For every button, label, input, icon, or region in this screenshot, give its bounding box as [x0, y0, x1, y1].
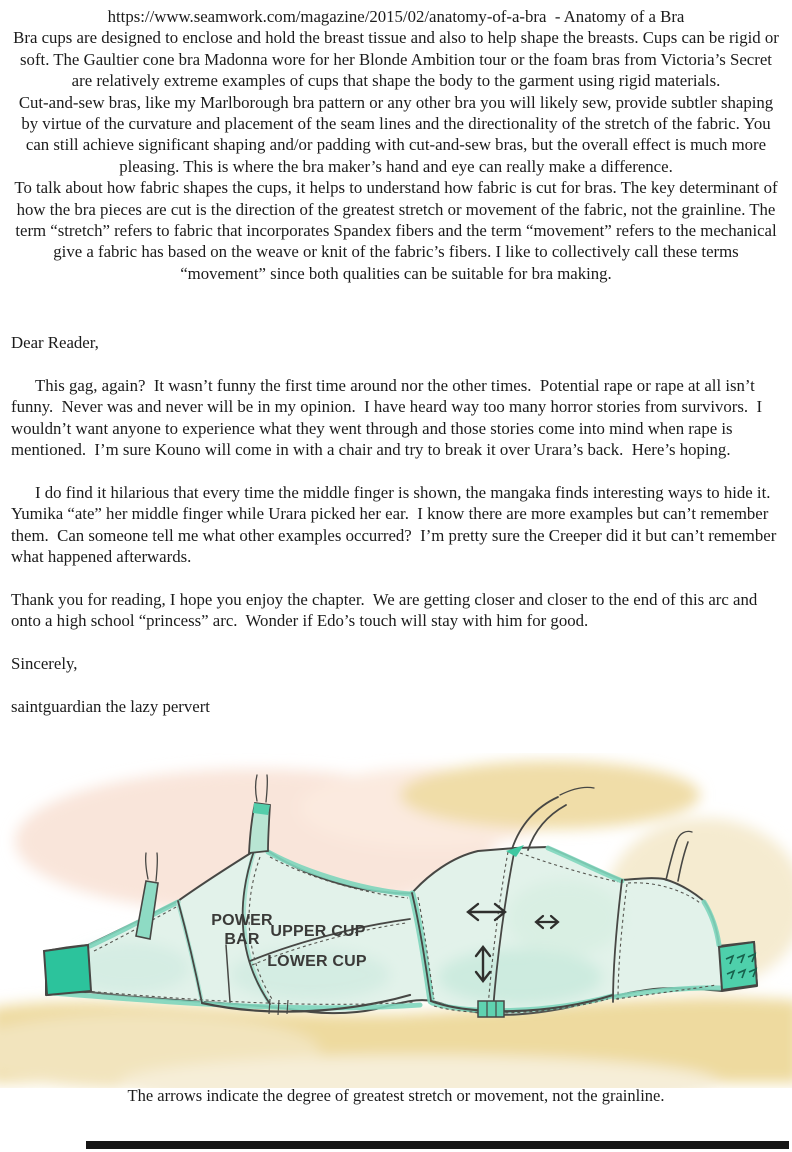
letter-closing: Sincerely,: [11, 654, 78, 674]
letter-salutation: Dear Reader,: [11, 333, 99, 352]
power-bar-label-line2: BAR: [224, 931, 260, 948]
source-url-line: https://www.seamwork.com/magazine/2015/02/anatomy-of-a-bra - Anatomy of a Bra: [107, 7, 685, 26]
article-paragraph: Cut-and-sew bras, like my Marlborough bra pattern or any other bra you will likely sew, provide subtler shaping by virtue of the curvature and placement of the seam lines and the directionality of the stretch of the fabric. You can still achieve significant shaping and/or padding with cut-and-sew bras, but the overall effect is much more pleasing. This is where the bra maker’s hand and eye can really make a difference.: [18, 92, 774, 176]
letter-paragraph: I do find it hilarious that every time the middle finger is shown, the mangaka finds interesting ways to hide it. Yumika “ate” her middle finger while Urara picked her ear. I know there are more examples but can’t remember them. Can someone tell me what other examples occurred? I’m pretty sure the Creeper did it but can’t remember what happened afterwards.: [11, 482, 781, 567]
illustration-caption: The arrows indicate the degree of greatest stretch or movement, not the grainline.: [127, 1086, 665, 1105]
letter-paragraph: This gag, again? It wasn’t funny the first time around nor the other times. Potential rape or rape at all isn’t funny. Never was and never will be in my opinion. I have heard way too many horror stories from survivors. I wouldn’t want anyone to experience what they went through and those stories come into mind when rape is mentioned. I’m sure Kouno will come in with a chair and try to break it over Urara’s back. Here’s hoping.: [11, 375, 767, 460]
band-clasp: [44, 945, 91, 995]
article-paragraph: Bra cups are designed to enclose and hold the breast tissue and also to help shape the breasts. Cups can be rigid or soft. The Gaultier cone bra Madonna wore for her Blonde Ambition tour or the foam bras from Victoria’s Secret are relatively extreme examples of cups that shape the body to the garment using rigid materials.: [13, 28, 779, 91]
letter-paragraph: Thank you for reading, I hope you enjoy the chapter. We are getting closer and closer to the end of this arc and onto a high school “princess” arc. Wonder if Edo’s touch will stay with him for good.: [11, 589, 762, 631]
bra-anatomy-illustration: [0, 753, 792, 1088]
article-paragraph: To talk about how fabric shapes the cups, it helps to understand how fabric is cut for bras. The key determinant of how the bra pieces are cut is the direction of the greatest stretch or movement of the fabric, not the grainline. The term “stretch” refers to fabric that incorporates Spandex fibers and the term “movement” refers to the mechanical give a fabric has based on the weave or knit of the fabric’s fibers. I like to collectively call these terms “movement” since both qualities can be suitable for bra making.: [14, 178, 778, 283]
upper-cup-label: UPPER CUP: [270, 923, 366, 940]
power-bar-label-line1: POWER: [211, 912, 273, 929]
bottom-rule: [86, 1141, 789, 1149]
bra-illustration-svg: [0, 753, 792, 1088]
lower-cup-label: LOWER CUP: [267, 953, 367, 970]
letter-signature: saintguardian the lazy pervert: [11, 696, 210, 716]
letter-block: [0, 332, 792, 717]
hook-and-eye-panel: [719, 942, 757, 990]
article-block: [0, 6, 792, 284]
